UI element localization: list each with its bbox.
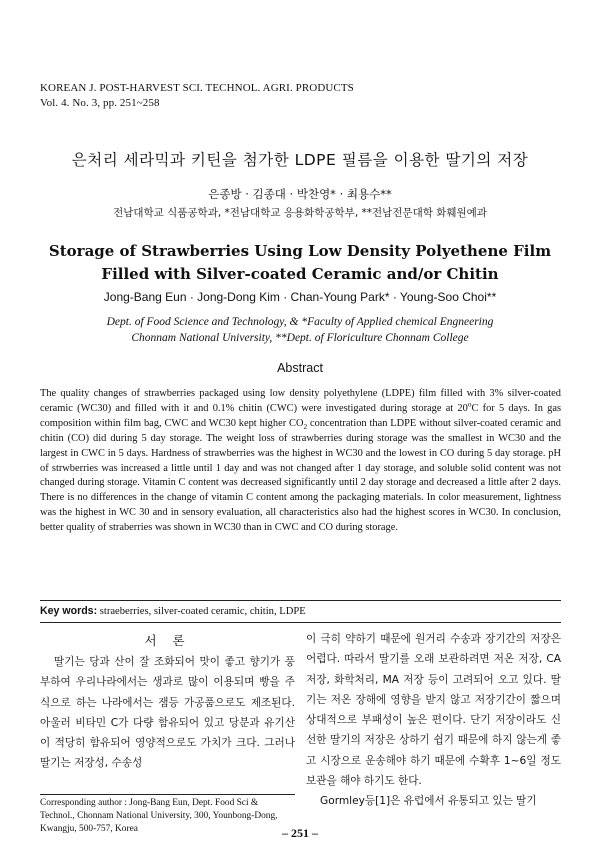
abstract-body <box>40 387 561 536</box>
korean-title: 은처리 세라믹과 키틴을 첨가한 LDPE 필름을 이용한 딸기의 저장 <box>71 151 529 169</box>
keywords-text: straeberries, silver-coated ceramic, chitin, LDPE <box>97 606 306 617</box>
keywords-top-rule <box>40 600 561 601</box>
body-column-right <box>306 629 561 812</box>
abstract-heading: Abstract <box>277 361 323 375</box>
keywords <box>40 605 561 617</box>
keywords-label: Key words: <box>40 605 98 617</box>
journal-name: KOREAN J. POST-HARVEST SCI. TECHNOL. AGRI. PRODUCTS <box>40 82 354 94</box>
english-affiliation <box>0 314 600 346</box>
korean-authors: 은종방 · 김종대 · 박찬영* · 최용수** <box>208 187 392 201</box>
korean-affiliation: 전남대학교 식품공학과, *전남대학교 응용화학공학부, **전남전문대학 화훼원예과 <box>113 207 487 219</box>
section-heading-introduction: 서 론 <box>144 633 191 648</box>
english-title <box>0 240 600 286</box>
co2-subscript: 2 <box>303 422 308 431</box>
footnote-corresponding-author: Corresponding author : Jong-Bang Eun, Dept. Food Sci & Technol., Chonnam National University, 300, Younbong-Dong, Kwangju, 500-757, Korea <box>40 798 278 835</box>
english-authors: Jong-Bang Eun · Jong-Dong Kim · Chan-Young Park* · Young-Soo Choi** <box>103 290 497 304</box>
body-column-left <box>40 652 295 774</box>
journal-volume: Vol. 4. No. 3, pp. 251~258 <box>40 97 160 109</box>
english-affiliation-line1: Dept. of Food Science and Technology, & *Faculty of Applied chemical Engneering <box>106 316 494 328</box>
english-title-line1: Storage of Strawberries Using Low Density Polyethene Film <box>48 242 552 260</box>
degree-mark: o <box>467 400 472 409</box>
body-right-paragraph-2: Gormley등[1]은 유럽에서 유통되고 있는 딸기 <box>320 795 537 808</box>
journal-header <box>40 81 354 111</box>
body-right-paragraph-1: 이 극히 약하기 때문에 원거리 수송과 장기간의 저장은 어렵다. 따라서 딸기를 오래 보관하려면 저온 저장, CA 저장, 화학처리, MA 저장 등이 고려되어 오고 있다. 딸기는 저온 장해에 영향을 받지 않고 저장기간이 짧으며 상대적으로 부패성이 높은 편이다. 단기 저장이라도 신선한 딸기의 저장은 상하기 쉽기 때문에 하지 않는게 좋고 시장으로 운송해야 하기 때문에 수확후 1~6일 정도 보관을 해야 하기도 한다. <box>306 633 561 788</box>
abstract-part1: The quality changes of strawberries packaged using low density polyethylene (LDPE) film filled with 3% silver-coated ceramic (WC30) and filled with it and 0.1% chitin (CWC) were investigated during storage at 20 <box>40 388 561 414</box>
body-left-paragraph: 딸기는 당과 산이 잘 조화되어 맛이 좋고 향기가 풍부하여 우리나라에서는 생과로 많이 이용되며 빵을 주식으로 하는 나라에서는 잼등 가공품으로도 제조된다. 아울러 비타민 C가 다량 함유되어 있고 당분과 유기산이 적당히 함유되어 영양적으로도 가치가 크다. 그러나 딸기는 저장성, 수송성 <box>40 656 295 770</box>
page-number: – 251 – <box>282 826 318 840</box>
footnote-rule <box>40 794 295 795</box>
abstract-part2: C for 5 days. In gas composition within film bag, CWC and WC30 kept higher CO <box>40 402 561 429</box>
abstract-part3: concentration than LDPE without silver-coated ceramic and chitin (CO) did during 5 day storage. The weight loss of strawberries during storage was the smallest in WC30 and the largest in CWC in 5 days. Hardness of strawberries was the highest in WC30 and the lowest in CO during 5 day storage. pH of strwberries was increased a little until 1 day and was not changed after 1 day storage, and soluble solid content was not changed during storage. Vitamin C content was decreased significantly until 2 day storage and decreased a little after 2 days. There is no differences in the change of vitamin C content among the packaging materials. In color measurement, lightness was the highest in WC 30 and in sensory evaluation, all characteristics also had the highest scores in WC30. In conclusion, better quality of straberries was shown in WC30 than in CWC and CO during storage. <box>40 417 561 534</box>
english-affiliation-line2: Chonnam National University, **Dept. of Floriculture Chonnam College <box>131 332 469 344</box>
english-title-line2: Filled with Silver-coated Ceramic and/or Chitin <box>101 265 499 283</box>
keywords-bottom-rule <box>40 622 561 623</box>
